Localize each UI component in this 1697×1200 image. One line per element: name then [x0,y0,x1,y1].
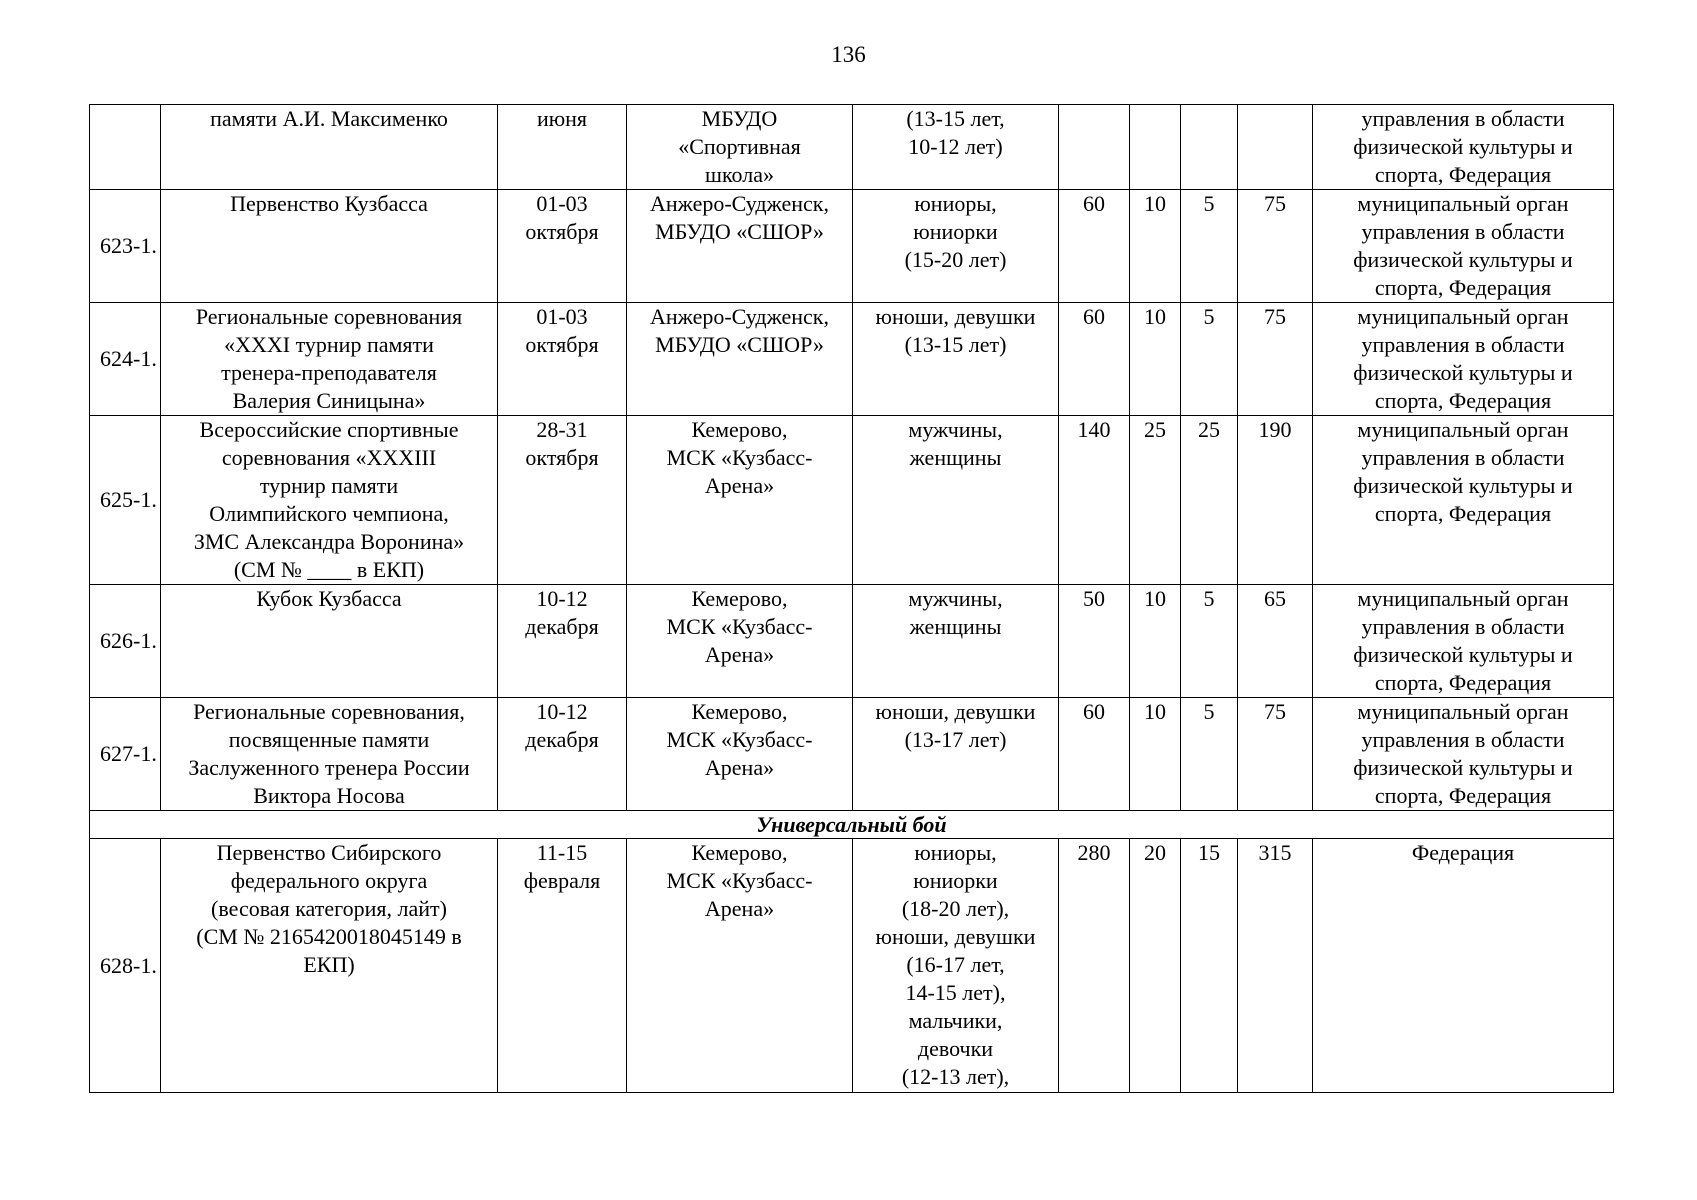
participants-cell: юноши, девушки (13-15 лет) [853,303,1059,416]
count-c2 [1130,105,1181,190]
table-row [90,839,1614,1093]
row-number: 627-1. [90,698,161,811]
organizer-cell: муниципальный орган управления в области физической культуры и спорта, Федерация [1313,303,1614,416]
place-cell: Кемерово, МСК «Кузбасс- Арена» [627,698,853,811]
count-c2: 10 [1130,698,1181,811]
row-number: 626-1. [90,585,161,698]
count-c3: 15 [1181,839,1238,1093]
table-row [90,105,1614,190]
count-c3: 5 [1181,585,1238,698]
participants-cell: (13-15 лет, 10-12 лет) [853,105,1059,190]
count-c4 [1238,105,1313,190]
dates-cell: 01-03 октября [498,190,627,303]
table-row [90,416,1614,585]
place-cell: МБУДО «Спортивная школа» [627,105,853,190]
count-c4: 315 [1238,839,1313,1093]
count-c1: 280 [1059,839,1130,1093]
event-cell: Региональные соревнования, посвященные памяти Заслуженного тренера России Виктора Носова [161,698,498,811]
event-cell: Первенство Кузбасса [161,190,498,303]
participants-cell: мужчины, женщины [853,585,1059,698]
event-cell: Кубок Кузбасса [161,585,498,698]
organizer-cell: Федерация [1313,839,1614,1093]
table-row [90,303,1614,416]
row-number [90,105,161,190]
place-cell: Анжеро-Судженск, МБУДО «СШОР» [627,303,853,416]
participants-cell: юниоры, юниорки (15-20 лет) [853,190,1059,303]
dates-cell: 28-31 октября [498,416,627,585]
count-c2: 20 [1130,839,1181,1093]
table-row [90,698,1614,811]
count-c1: 60 [1059,190,1130,303]
dates-cell: 01-03 октября [498,303,627,416]
dates-cell: июня [498,105,627,190]
organizer-cell: муниципальный орган управления в области физической культуры и спорта, Федерация [1313,416,1614,585]
count-c1: 60 [1059,303,1130,416]
participants-cell: юниоры, юниорки (18-20 лет), юноши, девушки (16-17 лет, 14-15 лет), мальчики, девочки (12-13 лет), [853,839,1059,1093]
row-number: 623-1. [90,190,161,303]
count-c2: 25 [1130,416,1181,585]
count-c1: 140 [1059,416,1130,585]
count-c1 [1059,105,1130,190]
count-c3: 5 [1181,303,1238,416]
count-c1: 60 [1059,698,1130,811]
count-c1: 50 [1059,585,1130,698]
count-c4: 75 [1238,698,1313,811]
row-number: 628-1. [90,839,161,1093]
section-row [90,811,1614,839]
participants-cell: юноши, девушки (13-17 лет) [853,698,1059,811]
row-number: 624-1. [90,303,161,416]
table-row [90,585,1614,698]
organizer-cell: управления в области физической культуры и спорта, Федерация [1313,105,1614,190]
place-cell: Кемерово, МСК «Кузбасс- Арена» [627,839,853,1093]
organizer-cell: муниципальный орган управления в области физической культуры и спорта, Федерация [1313,190,1614,303]
table-body [90,105,1614,1093]
count-c4: 75 [1238,190,1313,303]
count-c3: 25 [1181,416,1238,585]
table-row [90,190,1614,303]
section-title: Универсальный бой [90,811,1614,839]
count-c2: 10 [1130,190,1181,303]
place-cell: Кемерово, МСК «Кузбасс- Арена» [627,416,853,585]
count-c2: 10 [1130,303,1181,416]
count-c3: 5 [1181,698,1238,811]
event-cell: Всероссийские спортивные соревнования «XXXIII турнир памяти Олимпийского чемпиона, ЗМС Александра Воронина» (СМ № ____ в ЕКП) [161,416,498,585]
organizer-cell: муниципальный орган управления в области физической культуры и спорта, Федерация [1313,585,1614,698]
organizer-cell: муниципальный орган управления в области физической культуры и спорта, Федерация [1313,698,1614,811]
place-cell: Кемерово, МСК «Кузбасс- Арена» [627,585,853,698]
page-number: 136 [831,42,866,67]
count-c4: 65 [1238,585,1313,698]
participants-cell: мужчины, женщины [853,416,1059,585]
count-c2: 10 [1130,585,1181,698]
event-cell: памяти А.И. Максименко [161,105,498,190]
row-number: 625-1. [90,416,161,585]
event-cell: Региональные соревнования «XXXI турнир памяти тренера-преподавателя Валерия Синицына» [161,303,498,416]
dates-cell: 11-15 февраля [498,839,627,1093]
dates-cell: 10-12 декабря [498,698,627,811]
count-c3: 5 [1181,190,1238,303]
count-c3 [1181,105,1238,190]
event-cell: Первенство Сибирского федерального округа (весовая категория, лайт) (СМ № 2165420018045149 в ЕКП) [161,839,498,1093]
dates-cell: 10-12 декабря [498,585,627,698]
place-cell: Анжеро-Судженск, МБУДО «СШОР» [627,190,853,303]
events-table [89,104,1614,1093]
count-c4: 190 [1238,416,1313,585]
count-c4: 75 [1238,303,1313,416]
